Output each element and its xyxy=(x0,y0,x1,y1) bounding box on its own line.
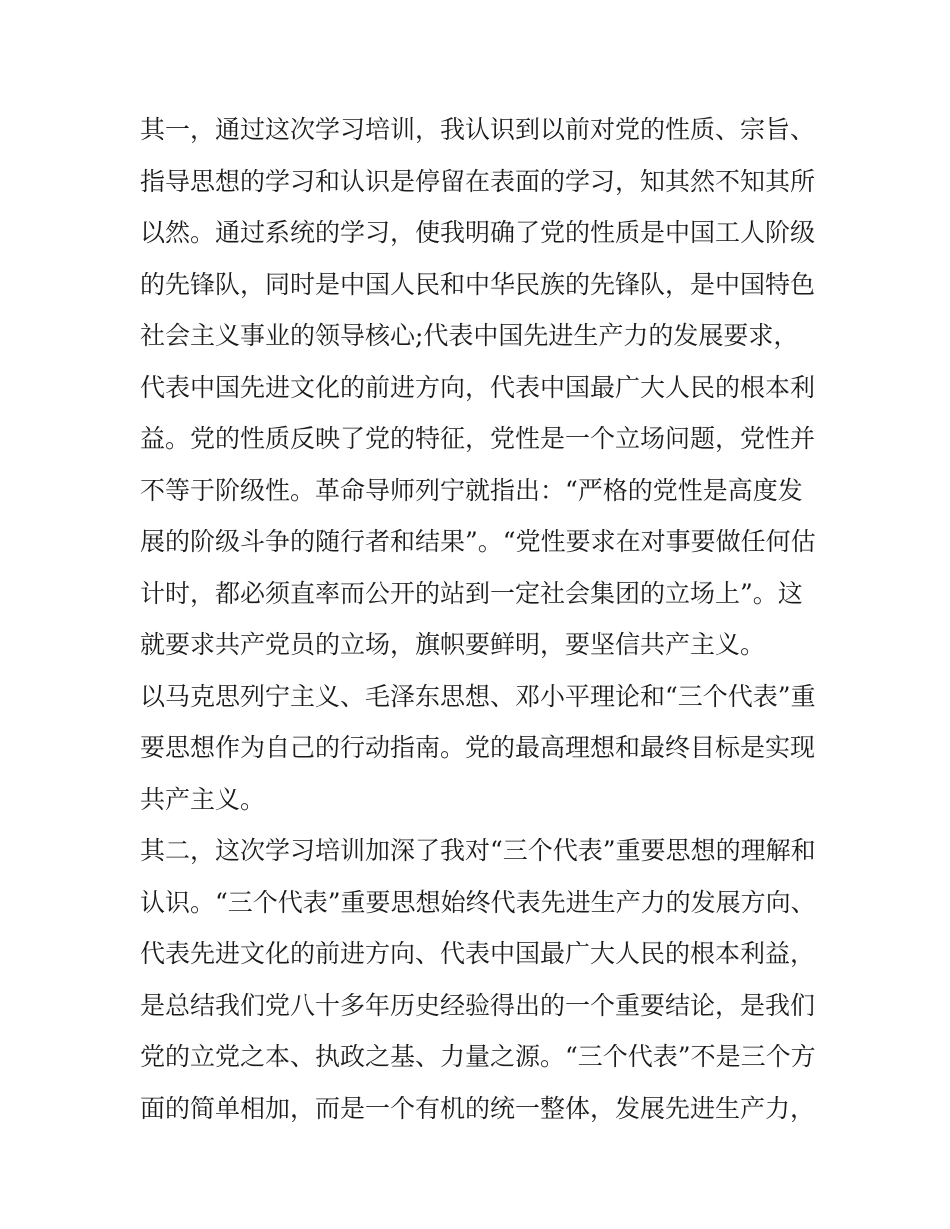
text-line: 认识。“三个代表”重要思想始终代表先进生产力的发展方向、 xyxy=(140,887,816,917)
text-line: 社会主义事业的领导核心;代表中国先进生产力的发展要求， xyxy=(140,321,799,350)
text-line: 党的立党之本、执政之基、力量之源。“三个代表”不是三个方 xyxy=(140,1042,816,1071)
text-line: 面的简单相加，而是一个有机的统一整体，发展先进生产力， xyxy=(140,1093,816,1123)
text-line: 以马克思列宁主义、毛泽东思想、邓小平理论和“三个代表”重 xyxy=(140,681,816,711)
text-line: 代表中国先进文化的前进方向，代表中国最广大人民的根本利 xyxy=(140,372,816,402)
text-line: 计时，都必须直率而公开的站到一定社会集团的立场上”。这 xyxy=(140,578,803,608)
text-line: 以然。通过系统的学习，使我明确了党的性质是中国工人阶级 xyxy=(140,218,816,247)
text-line: 就要求共产党员的立场，旗帜要鲜明，要坚信共产主义。 xyxy=(140,630,766,659)
text-line: 代表先进文化的前进方向、代表中国最广大人民的根本利益， xyxy=(140,939,816,968)
text-line: 指导思想的学习和认识是停留在表面的学习，知其然不知其所 xyxy=(140,166,816,196)
text-line: 要思想作为自己的行动指南。党的最高理想和最终目标是实现 xyxy=(140,733,816,762)
text-line: 的先锋队，同时是中国人民和中华民族的先锋队，是中国特色 xyxy=(140,269,816,299)
text-line: 是总结我们党八十多年历史经验得出的一个重要结论，是我们 xyxy=(140,990,816,1020)
text-line: 不等于阶级性。革命导师列宁就指出：“严格的党性是高度发 xyxy=(140,475,803,505)
text-line: 益。党的性质反映了党的特征，党性是一个立场问题，党性并 xyxy=(140,424,816,453)
text-line: 其一，通过这次学习培训，我认识到以前对党的性质、宗旨、 xyxy=(140,115,816,144)
text-line: 展的阶级斗争的随行者和结果”。“党性要求在对事要做任何估 xyxy=(140,527,816,556)
document-body xyxy=(140,104,820,1134)
text-line: 共产主义。 xyxy=(140,784,266,814)
text-line: 其二，这次学习培训加深了我对“三个代表”重要思想的理解和 xyxy=(140,836,816,865)
